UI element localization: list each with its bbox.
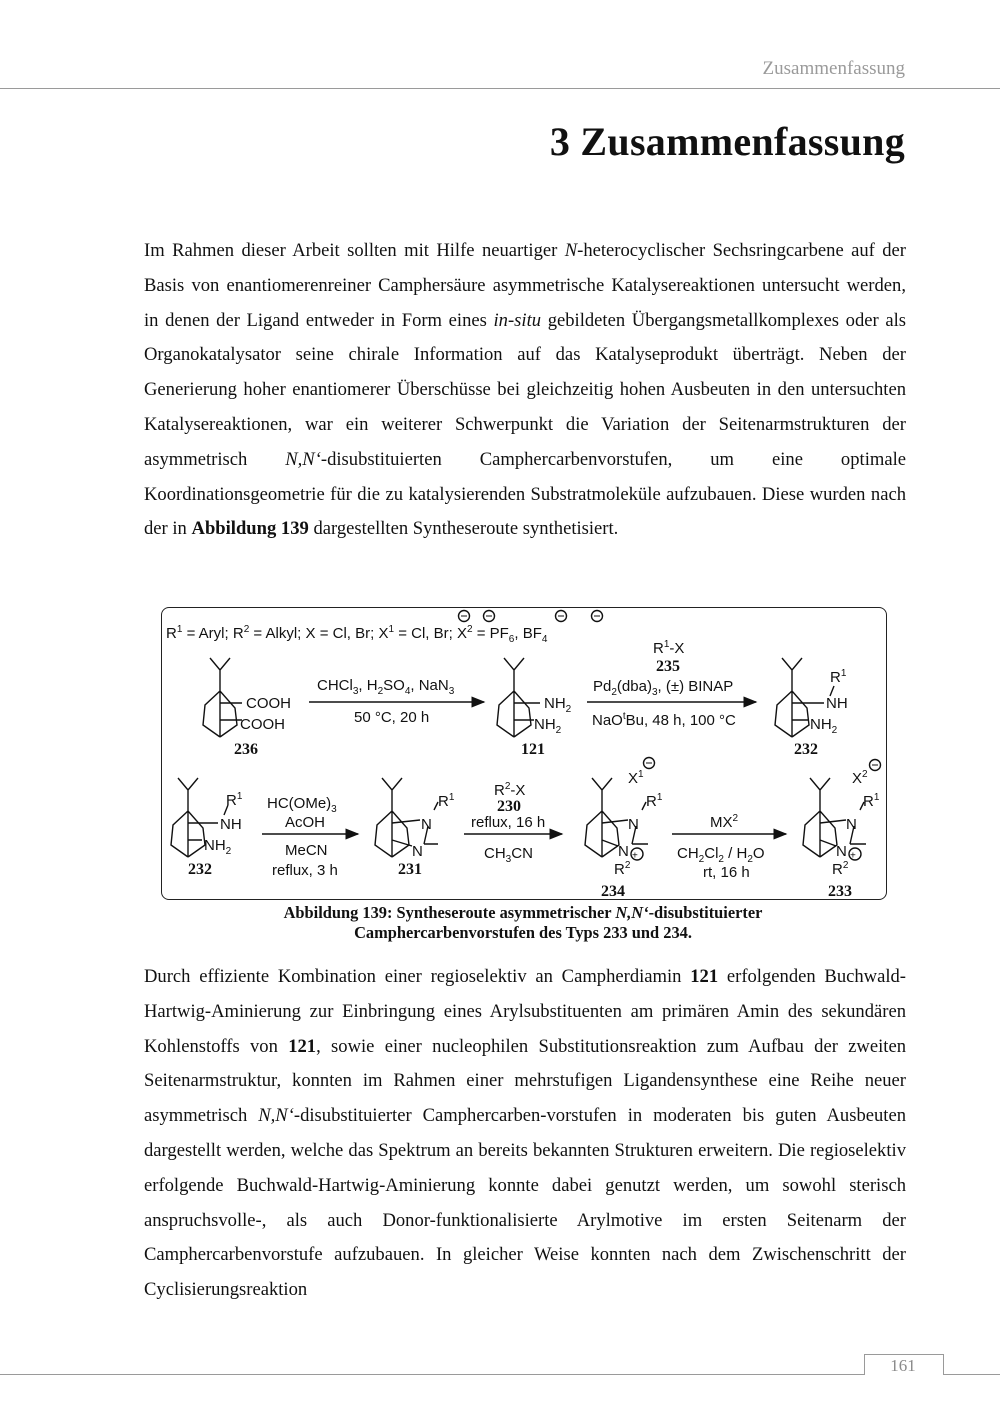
compound-number-234: 234 xyxy=(601,883,625,899)
running-header: Zusammenfassung xyxy=(762,58,905,79)
x2-anion-label: $X^2$ xyxy=(852,769,868,787)
synthesis-scheme xyxy=(161,607,887,900)
p2-text-e: , sowie einer nucleophilen Substitutionsreaktion zum Aufbau der zweiten Seitenarmstruktur, konnten im Rahmen einer mehrstufigen Ligandensynthese eine Reihe neuer asymmetrisch xyxy=(144,1035,906,1127)
compound-ref-121-a: 121 xyxy=(690,966,719,987)
compound-number-236: 236 xyxy=(234,741,258,758)
p1-text-d: in-situ xyxy=(493,309,542,331)
compound-number-235: 235 xyxy=(656,658,680,675)
n-label-231-a: N xyxy=(421,816,432,833)
compound-number-232-top: 232 xyxy=(794,741,818,758)
acid-group-2: COOH xyxy=(240,716,285,733)
paragraph-results xyxy=(144,960,906,1308)
n-label-233-a: N xyxy=(846,816,857,833)
step5-reagent: $MX^2$ xyxy=(710,813,739,831)
step5-time: rt, 16 h xyxy=(703,864,750,881)
step4-time: reflux, 16 h xyxy=(471,814,546,831)
p1-text-e: gebildeten Übergangsmetallkomplexes oder als Organokatalysator seine chirale Information auf das Katalyseprodukt überträgt. Neben der Generierung hoher enantiomerer Überschüsse bei gleichzeitig hohen Ausbeuten in den untersuchten Katalysereaktionen, war ein weiterer Schwerpunkt die Variation der Seitenarmstrukturen der asymmetrisch xyxy=(144,309,906,470)
step4-reagent: $R^2-X$ xyxy=(494,781,526,799)
step2-reagent: $R^1-X$ xyxy=(653,639,685,657)
p1-text-b: N xyxy=(564,240,578,261)
n-label-231-b: N xyxy=(412,843,423,860)
figure-reference: Abbildung 139 xyxy=(191,518,309,540)
r1-label-233: $R^1$ xyxy=(863,792,880,810)
caption-line-1: Abbildung 139: Syntheseroute asymmetrischer N,N‘-disubstituierter xyxy=(283,903,763,922)
cation-charge-234: + xyxy=(632,850,638,862)
p2-text-f: N,N‘ xyxy=(258,1105,294,1127)
acid-group-1: COOH xyxy=(246,695,291,712)
p2-text-c: erfolgenden Buchwald-Hartwig-Aminierung zur Einbringung eines Arylsubstituenten am primären Amin des sekundären Kohlenstoffs von xyxy=(144,966,906,1057)
n-label-234-b: N xyxy=(618,843,629,860)
r1-label-234: $R^1$ xyxy=(646,792,663,810)
molecule-236 xyxy=(203,658,237,737)
paragraph-intro xyxy=(144,234,906,547)
step5-solvent: $CH_2Cl_2 / H_2O$ xyxy=(677,845,765,865)
page-number: 161 xyxy=(890,1356,916,1375)
nh-group: NH xyxy=(826,695,848,712)
step2-conditions: NaO$^t$Bu, 48 h, 100 °C xyxy=(592,711,736,729)
nh2-group: $NH_2$ xyxy=(810,716,838,736)
r1-label-231: $R^1$ xyxy=(438,792,455,810)
amine-group-1: $NH_2$ xyxy=(544,695,572,715)
header-rule xyxy=(0,88,1000,89)
chapter-title: 3 Zusammenfassung xyxy=(549,119,905,164)
step4-solvent: $CH_3CN$ xyxy=(484,845,533,865)
anion-charge-marks xyxy=(459,611,603,622)
scheme-legend: $R^1$ = Aryl; $R^2$ = Alkyl; X = Cl, Br; $X^1 = Cl$, Br; $X^2 = PF_6$, $BF_4$ xyxy=(166,624,548,645)
caption-line-2: Camphercarbenvorstufen des Typs 233 und 234. xyxy=(354,923,692,942)
compound-number-232: 232 xyxy=(188,861,212,878)
nh2-label-232: $NH_2$ xyxy=(204,837,232,857)
amine-group-2: $NH_2$ xyxy=(534,716,562,736)
compound-ref-121-b: 121 xyxy=(288,1035,317,1057)
step2-catalyst: $Pd_2(dba)_3$, (±) BINAP xyxy=(593,678,734,698)
compound-number-231: 231 xyxy=(398,861,422,878)
step3-time: reflux, 3 h xyxy=(272,862,338,879)
r2-label-233: $R^2$ xyxy=(832,860,849,878)
p1-text-g: -disubstituierten Camphercarbenvorstufen, um eine optimale Koordinationsgeometrie für die zu katalysierenden Substratmoleküle aufzubauen. Diese wurden nach der in xyxy=(144,448,906,540)
molecule-231 xyxy=(375,778,409,857)
r1-label-232: $R^1$ xyxy=(226,791,243,809)
scheme-drawing xyxy=(162,608,886,899)
p1-text-i: dargestellten Syntheseroute synthetisiert. xyxy=(308,518,619,540)
p1-text-f: N,N‘ xyxy=(285,448,321,470)
x1-anion-label: $X^1$ xyxy=(628,769,644,787)
step3-reagent: $HC(OMe)_3$ xyxy=(267,795,337,815)
molecule-121 xyxy=(497,658,531,737)
cation-charge-233: + xyxy=(850,850,856,862)
nh-label-232: NH xyxy=(220,816,242,833)
molecule-232 xyxy=(775,658,809,737)
figure-caption xyxy=(161,903,885,943)
compound-number-230: 230 xyxy=(497,798,521,815)
compound-number-233: 233 xyxy=(828,883,852,899)
p1-text-c: -heterocyclischer Sechsringcarbene auf der Basis von enantiomerenreiner Camphersäure asymmetrische Katalysereaktionen untersucht werden, in denen der Ligand entweder in Form eines xyxy=(144,240,906,331)
molecule-232-start xyxy=(171,778,205,857)
step3-solvent: MeCN xyxy=(285,842,328,859)
compound-number-121: 121 xyxy=(521,741,545,758)
step1-temperature: 50 °C, 20 h xyxy=(354,709,430,726)
n-label-234-a: N xyxy=(628,816,639,833)
step3-acid: AcOH xyxy=(285,814,326,831)
r2-label-234: $R^2$ xyxy=(614,860,631,878)
step1-conditions: CHCl$_3$, $H_2SO_4$, NaN$_3$ xyxy=(317,677,455,697)
p2-text-a: Durch effiziente Kombination einer regioselektiv an Campherdiamin xyxy=(144,966,691,987)
n-label-233-b: N xyxy=(836,843,847,860)
p2-text-g: -disubstituierter Camphercarben-vorstufen in moderaten bis guten Ausbeuten dargestellt werden, welche das Spektrum an bereits bekannten Strukturen erweitern. Die regioselektiv erfolgende Buchwald-Hartwig-Aminierung konnte dabei genutzt werden, um sowohl sterisch anspruchsvolle-, als auch Donor-funktionalisierte Arylmotive im ersten Seitenarm der Camphercarbenvorstufe aufzubauen. In gleicher Weise konnten nach dem Zwischenschritt der Cyclisierungsreaktion xyxy=(144,1105,907,1301)
footer-rule xyxy=(0,1374,1000,1375)
r1-substituent: $R^1$ xyxy=(830,668,847,686)
p1-text-a: Im Rahmen dieser Arbeit sollten mit Hilfe neuartiger xyxy=(144,240,565,261)
